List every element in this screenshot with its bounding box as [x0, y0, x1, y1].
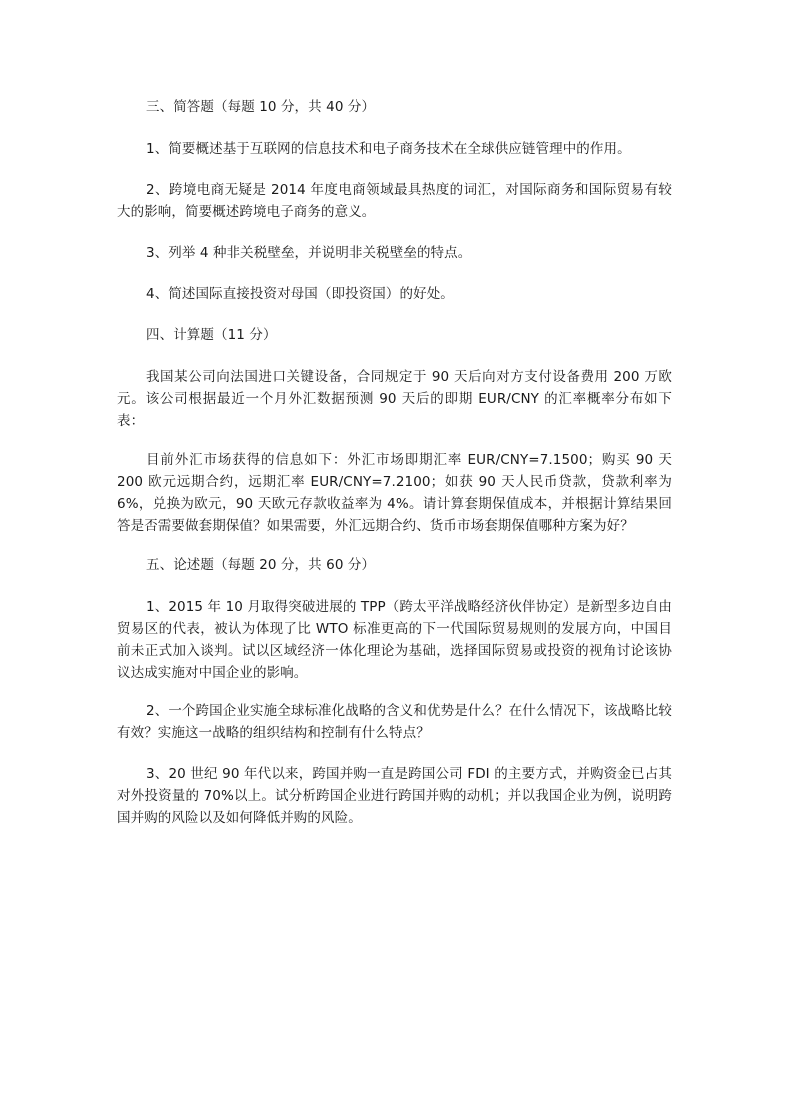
section-5-question-2: 2、一个跨国企业实施全球标准化战略的含义和优势是什么？在什么情况下，该战略比较有效？实施这一战略的组织结构和控制有什么特点？ — [117, 703, 672, 741]
section-3-heading: 三、简答题（每题 10 分，共 40 分） — [146, 99, 376, 115]
section-4-problem-statement: 我国某公司向法国进口关键设备，合同规定于 90 天后向对方支付设备费用 200 万欧元。该公司根据最近一个月外汇数据预测 90 天后的即期 EUR/CNY 的汇率概率分布如下表： — [117, 369, 672, 429]
section-5-heading: 五、论述题（每题 20 分，共 60 分） — [146, 557, 376, 573]
section-5-question-1: 1、2015 年 10 月取得突破进展的 TPP（跨太平洋战略经济伙伴协定）是新型多边自由贸易区的代表，被认为体现了比 WTO 标准更高的下一代国际贸易规则的发展方向，中国目前未正式加入谈判。试以区域经济一体化理论为基础，选择国际贸易或投资的视角讨论该协议达成实施对中国企业的影响。 — [117, 599, 672, 681]
section-3-question-4: 4、简述国际直接投资对母国（即投资国）的好处。 — [146, 286, 454, 302]
section-3-question-2: 2、跨境电商无疑是 2014 年度电商领域最具热度的词汇，对国际商务和国际贸易有较大的影响，简要概述跨境电子商务的意义。 — [117, 182, 672, 220]
section-4-market-information: 目前外汇市场获得的信息如下：外汇市场即期汇率 EUR/CNY=7.1500；购买 90 天 200 欧元远期合约，远期汇率 EUR/CNY=7.2100；如获 90 天人民币贷款，贷款利率为 6%，兑换为欧元，90 天欧元存款收益率为 4%。请计算套期保值成本，并根据计算结果回答是否需要做套期保值？如果需要，外汇远期合约、货币市场套期保值哪种方案为好？ — [117, 452, 672, 534]
section-4-heading: 四、计算题（11 分） — [146, 327, 277, 343]
section-5-question-3: 3、20 世纪 90 年代以来，跨国并购一直是跨国公司 FDI 的主要方式，并购资金已占其对外投资量的 70%以上。试分析跨国企业进行跨国并购的动机；并以我国企业为例，说明跨国并购的风险以及如何降低并购的风险。 — [117, 766, 672, 826]
section-3-question-3: 3、列举 4 种非关税壁垒，并说明非关税壁垒的特点。 — [146, 245, 472, 261]
section-3-question-1: 1、简要概述基于互联网的信息技术和电子商务技术在全球供应链管理中的作用。 — [146, 141, 631, 157]
